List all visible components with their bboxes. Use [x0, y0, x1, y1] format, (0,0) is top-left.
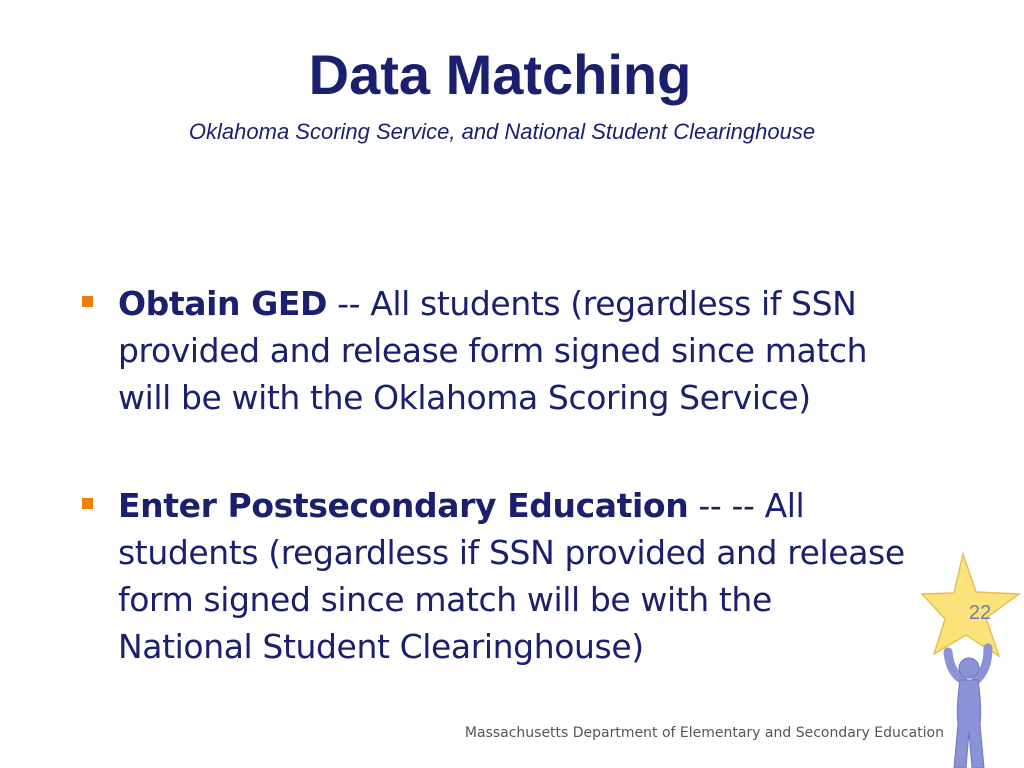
- figure-head: [959, 658, 979, 678]
- figure-body: [954, 680, 984, 768]
- square-bullet-icon: [82, 498, 93, 509]
- bullet-text: -- All students (regardless if SSN provided and release form signed since match will be with the Oklahoma Scoring Service): [118, 284, 868, 417]
- bullet-item: [80, 482, 910, 670]
- bullet-lead: Obtain GED: [118, 284, 328, 323]
- slide-title: Data Matching: [308, 43, 692, 106]
- bullet-list: [80, 280, 910, 670]
- bullet-lead: Enter Postsecondary Education: [118, 486, 689, 525]
- slide-subtitle: Oklahoma Scoring Service, and National Student Clearinghouse: [188, 119, 816, 144]
- footer-text: Massachusetts Department of Elementary and Secondary Education: [464, 725, 944, 741]
- slide-number: 22: [968, 602, 992, 624]
- bullet-text: -- -- All students (regardless if SSN provided and release form signed since match will be with the National Student Clearinghouse): [118, 486, 905, 666]
- square-bullet-icon: [82, 296, 93, 307]
- bullet-item: [80, 280, 910, 421]
